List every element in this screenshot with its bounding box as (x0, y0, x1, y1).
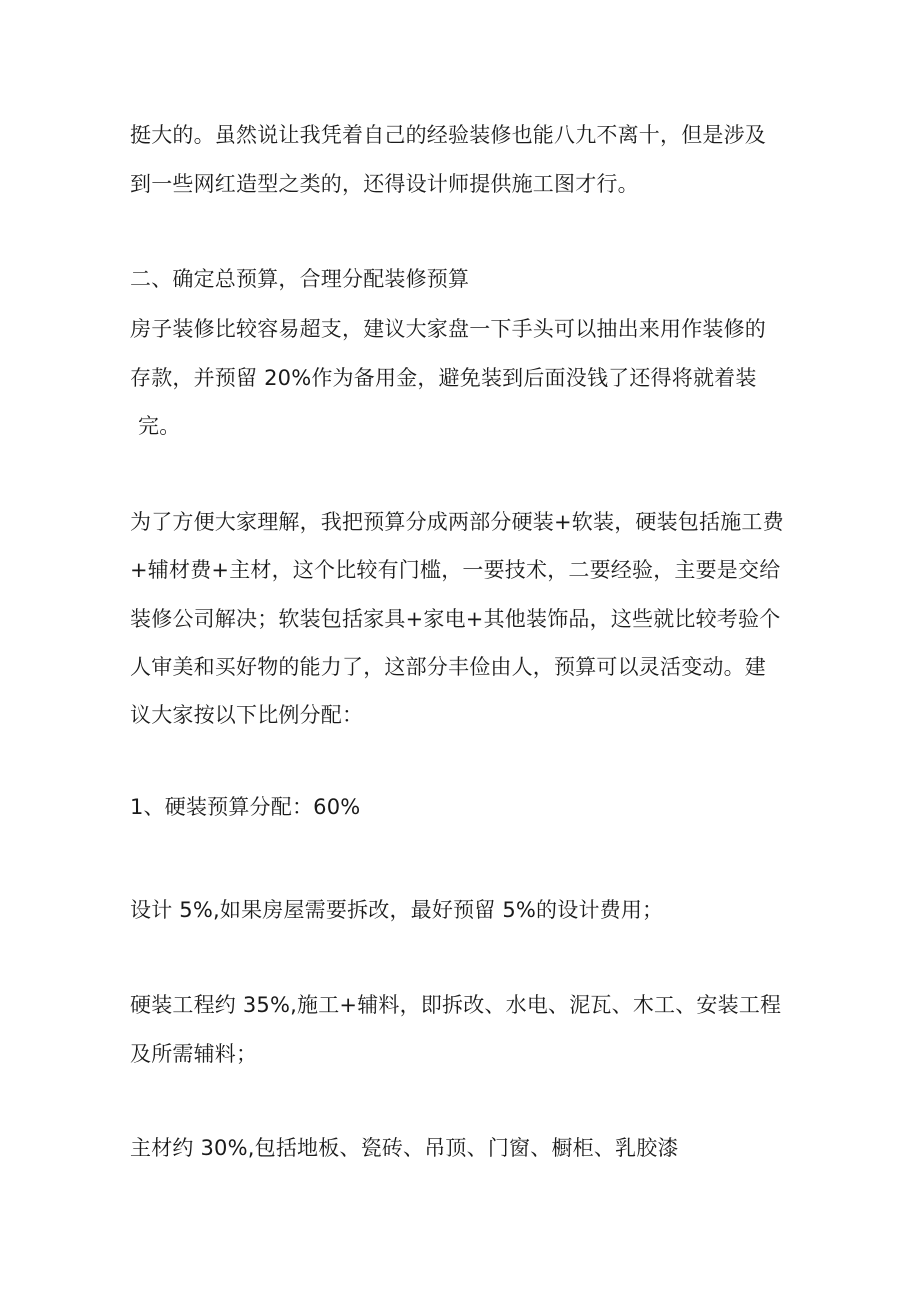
paragraph-2-line-3: 完。 (138, 414, 181, 438)
paragraph-2-line-1: 房子装修比较容易超支，建议大家盘一下手头可以抽出来用作装修的 (130, 317, 766, 341)
paragraph-3-line-4: 人审美和买好物的能力了，这部分丰俭由人，预算可以灵活变动。建 (130, 655, 766, 679)
paragraph-3-line-5: 议大家按以下比例分配： (130, 703, 364, 727)
paragraph-2-line-2: 存款，并预留 20%作为备用金，避免装到后面没钱了还得将就着装 (130, 366, 757, 390)
item-hard-line-1: 硬装工程约 35%,施工+辅料，即拆改、水电、泥瓦、木工、安装工程 (130, 993, 782, 1017)
paragraph-3-line-1: 为了方便大家理解，我把预算分成两部分硬装+软装，硬装包括施工费 (130, 510, 784, 534)
paragraph-3-line-3: 装修公司解决；软装包括家具+家电+其他装饰品，这些就比较考验个 (130, 607, 781, 631)
paragraph-1-line-1: 挺大的。虽然说让我凭着自己的经验装修也能八九不离十，但是涉及 (130, 123, 766, 147)
paragraph-1-line-2: 到一些网红造型之类的，还得设计师提供施工图才行。 (130, 172, 639, 196)
item-hard-line-2: 及所需辅料； (130, 1042, 258, 1066)
item-1-heading: 1、硬装预算分配：60% (130, 795, 361, 819)
section-2-heading: 二、确定总预算，合理分配装修预算 (130, 267, 470, 291)
item-design: 设计 5%,如果房屋需要拆改，最好预留 5%的设计费用； (130, 898, 664, 922)
item-main: 主材约 30%,包括地板、瓷砖、吊顶、门窗、橱柜、乳胶漆 (130, 1136, 679, 1160)
paragraph-3-line-2: +辅材费+主材，这个比较有门槛，一要技术，二要经验，主要是交给 (130, 558, 781, 582)
